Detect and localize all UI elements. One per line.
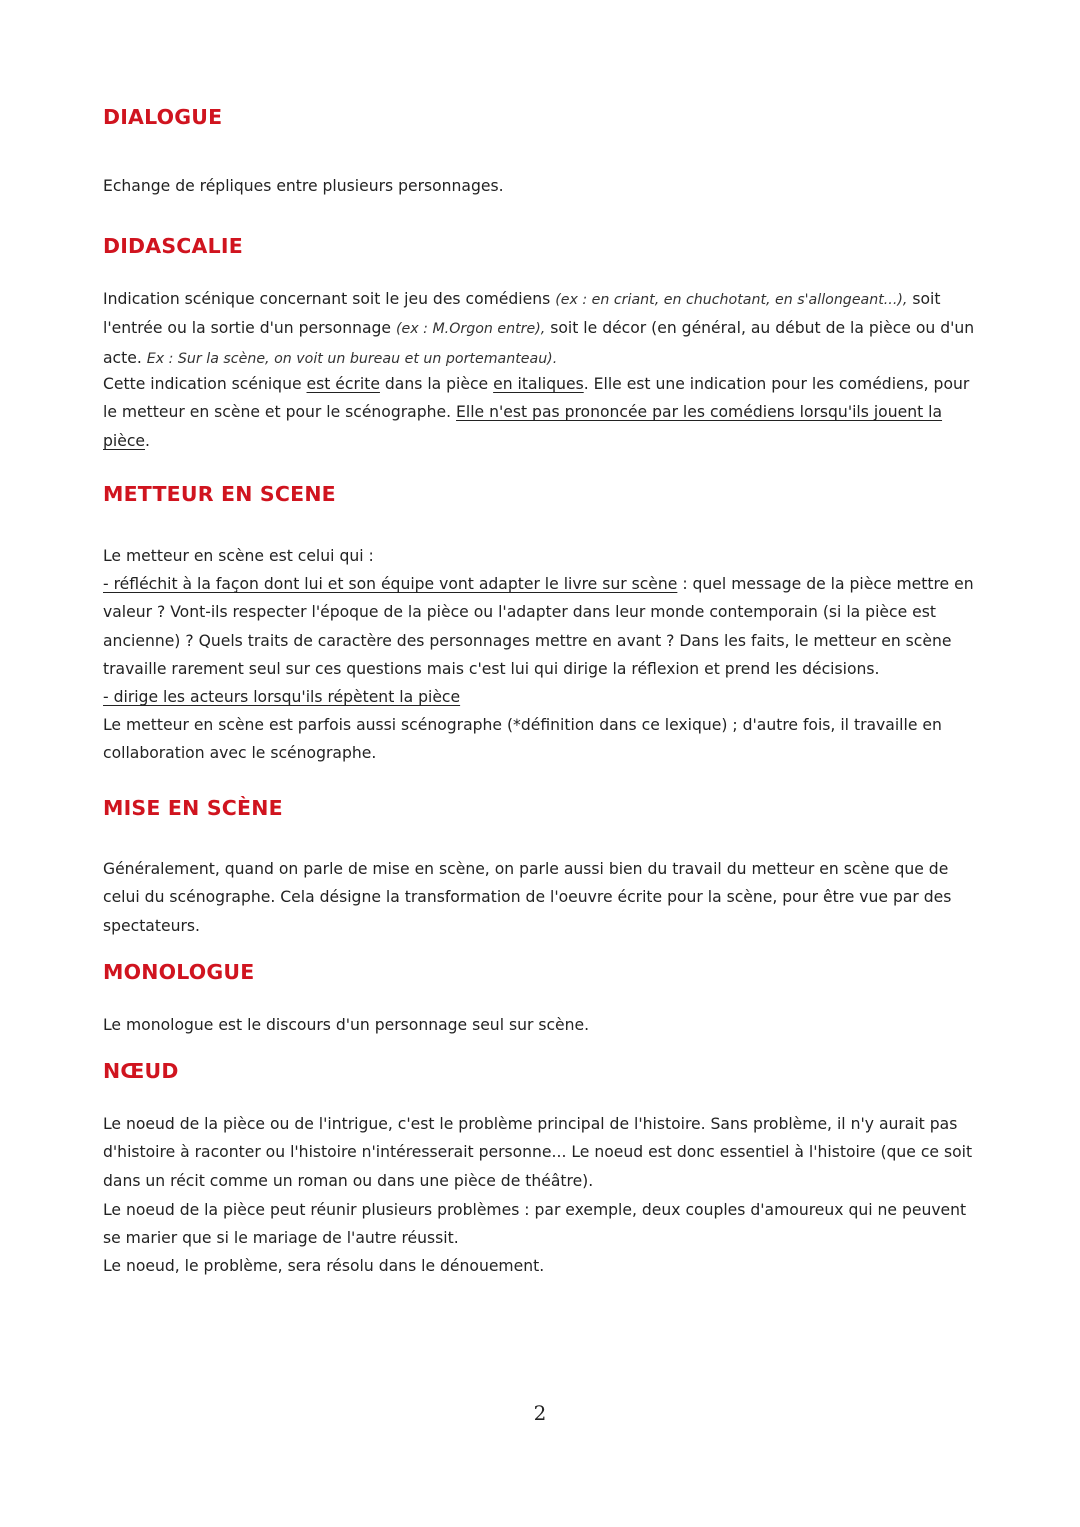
heading-didascalie: DIDASCALIE xyxy=(103,234,243,258)
heading-metteur-en-scene: METTEUR EN SCENE xyxy=(103,482,336,506)
heading-monologue: MONOLOGUE xyxy=(103,960,255,984)
underlined-text: - réfléchit à la façon dont lui et son équipe vont adapter le livre sur scène xyxy=(103,575,678,593)
italic-example: (ex : M.Orgon entre), xyxy=(395,321,546,338)
metteur-note: Le metteur en scène est parfois aussi scénographe (*définition dans ce lexique) ; d'autre fois, il travaille en collaboration avec le scénographe. xyxy=(103,716,942,763)
noeud-paragraph-3: Le noeud, le problème, sera résolu dans le dénouement. xyxy=(103,1257,545,1275)
page-number: 2 xyxy=(533,1401,547,1425)
noeud-definition: Le noeud de la pièce ou de l'intrigue, c'est le problème principal de l'histoire. Sans problème, il n'y aurait pas d'histoire à raconter ou l'histoire n'intéresserait personne... Le noeud est donc essentiel à l'histoire (que ce soit dans un récit comme un roman ou dans une pièce de théâtre). xyxy=(103,1115,973,1190)
underlined-text: est écrite xyxy=(306,375,380,393)
monologue-definition: Le monologue est le discours d'un personnage seul sur scène. xyxy=(103,1016,590,1034)
noeud-paragraph-2: Le noeud de la pièce peut réunir plusieurs problèmes : par exemple, deux couples d'amoureux qui ne peuvent se marier que si le mariage de l'autre réussit. xyxy=(103,1201,967,1248)
heading-dialogue: DIALOGUE xyxy=(103,105,223,129)
text-run: Indication scénique concernant soit le jeu des comédiens xyxy=(103,290,556,308)
underlined-text: Elle n'est pas prononcée par les comédiens lorsqu'ils jouent la pièce xyxy=(103,403,943,450)
underlined-text: en italiques xyxy=(493,375,584,393)
text-run: . xyxy=(145,431,150,450)
text-run: dans la pièce xyxy=(379,375,494,393)
heading-noeud: NŒUD xyxy=(103,1059,179,1083)
text-run: soit le décor (en général, au début de la pièce ou d'un acte. xyxy=(103,319,975,367)
mise-en-scene-definition: Généralement, quand on parle de mise en scène, on parle aussi bien du travail du metteur en scène que de celui du scénographe. Cela désigne la transformation de l'oeuvre écrite pour la scène, pour être vue par des spectateurs. xyxy=(103,860,952,935)
metteur-role-1 xyxy=(103,570,983,684)
text-run: soit l'entrée ou la sortie d'un personnage xyxy=(103,290,941,338)
didascalie-definition xyxy=(103,285,983,373)
didascalie-note xyxy=(103,370,983,455)
italic-example: Ex : Sur la scène, on voit un bureau et un portemanteau). xyxy=(146,350,558,367)
dialogue-definition: Echange de répliques entre plusieurs personnages. xyxy=(103,177,504,195)
text-run: . Elle est une indication pour les comédiens, pour le metteur en scène et pour le scénographe. xyxy=(103,375,970,422)
metteur-role-2 xyxy=(103,683,983,711)
italic-example: (ex : en criant, en chuchotant, en s'allongeant...), xyxy=(555,292,908,308)
text-run: Cette indication scénique xyxy=(103,375,307,393)
text-run: : quel message de la pièce mettre en valeur ? Vont-ils respecter l'époque de la pièce ou l'adapter dans leur monde contemporain (si la pièce est ancienne) ? Quels traits de caractère des personnages mettre en avant ? Dans les faits, le metteur en scène travaille rarement seul sur ces questions mais c'est lui qui dirige la réflexion et prend les décisions. xyxy=(103,575,974,679)
metteur-intro: Le metteur en scène est celui qui : xyxy=(103,547,374,565)
heading-mise-en-scene: MISE EN SCÈNE xyxy=(103,796,283,820)
underlined-text: - dirige les acteurs lorsqu'ils répètent la pièce xyxy=(103,688,461,706)
